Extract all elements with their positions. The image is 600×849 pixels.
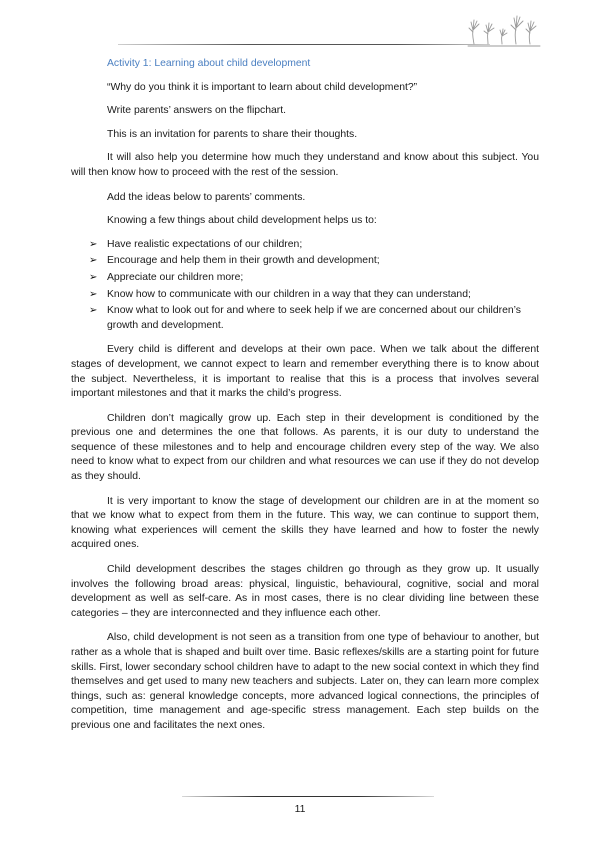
arrow-bullet-icon: ➢ — [89, 288, 98, 300]
list-item: ➢ Encourage and help them in their growth and development; — [71, 254, 539, 269]
arrow-bullet-icon: ➢ — [89, 271, 98, 283]
header-divider — [118, 44, 490, 45]
instruction-invitation: This is an invitation for parents to share their thoughts. — [107, 128, 358, 140]
paragraph-grow-up: Children don’t magically grow up. Each step in their development is conditioned by the previous one and determines the one that follows. As parents, it is our duty to understand the sequence of these milestones and to help and encourage children every step of the way. We also need to know what to expect from our children and what resources we can use if they do not develop as they should. — [71, 412, 539, 483]
page-number: 11 — [294, 804, 306, 815]
instruction-add-ideas: Add the ideas below to parents’ comments. — [107, 191, 306, 203]
instruction-flipchart: Write parents’ answers on the flipchart. — [107, 105, 287, 117]
arrow-bullet-icon: ➢ — [89, 305, 98, 317]
page-content — [71, 57, 539, 744]
paragraph-pace: Every child is different and develops at their own pace. When we talk about the different stages of development, we cannot expect to learn and remember everything there is to know about the subject. Nevertheless, it is important to realise that this is a process that involves several important milestones and that it marks the child’s progress. — [71, 344, 539, 400]
activity-heading: Activity 1: Learning about child development — [107, 58, 311, 69]
footer-divider — [182, 796, 434, 797]
list-item: ➢ Have realistic expectations of our children; — [71, 238, 539, 253]
paragraph-areas: Child development describes the stages children go through as they grow up. It usually involves the following broad areas: physical, linguistic, behavioural, cognitive, social and moral development as well as self-care. As in most cases, there is no clear dividing line between these categories – they are interconnected and they influence each other. — [71, 564, 539, 619]
list-item: ➢ Know how to communicate with our children in a way that they can understand; — [71, 288, 539, 303]
discussion-question: “Why do you think it is important to learn about child development?” — [107, 81, 418, 93]
paragraph-stage: It is very important to know the stage of development our children are in at the moment so that we know what to expect from them in the future. This way, we can continue to support them, knowing what experiences will cement the skills they have learned and how to foster the newly acquired ones. — [71, 495, 539, 551]
paragraph-transition: Also, child development is not seen as a transition from one type of behaviour to another, but rather as a whole that is shaped and built over time. Basic reflexes/skills are a starting point for future skills. First, lower secondary school children have to adapt to the new social context in which they find themselves and get used to many new teachers and subjects. Later on, they can learn more complex things, such as: general knowledge concepts, more advanced logical connections, the principles of competition, time management and age-specific stress management. Each step builds on the previous one and facilitates the next ones. — [71, 632, 539, 731]
bullet-intro: Knowing a few things about child development helps us to: — [107, 215, 377, 227]
benefits-list — [71, 238, 539, 334]
raised-hands-icon — [466, 10, 542, 48]
arrow-bullet-icon: ➢ — [89, 238, 98, 250]
list-item: ➢ Know what to look out for and where to seek help if we are concerned about our children’s growth and development. — [89, 305, 521, 331]
list-item: ➢ Appreciate our children more; — [71, 271, 539, 286]
paragraph-determine: It will also help you determine how much they understand and know about this subject. You will then know how to proceed with the rest of the session. — [71, 152, 539, 178]
arrow-bullet-icon: ➢ — [89, 255, 98, 267]
